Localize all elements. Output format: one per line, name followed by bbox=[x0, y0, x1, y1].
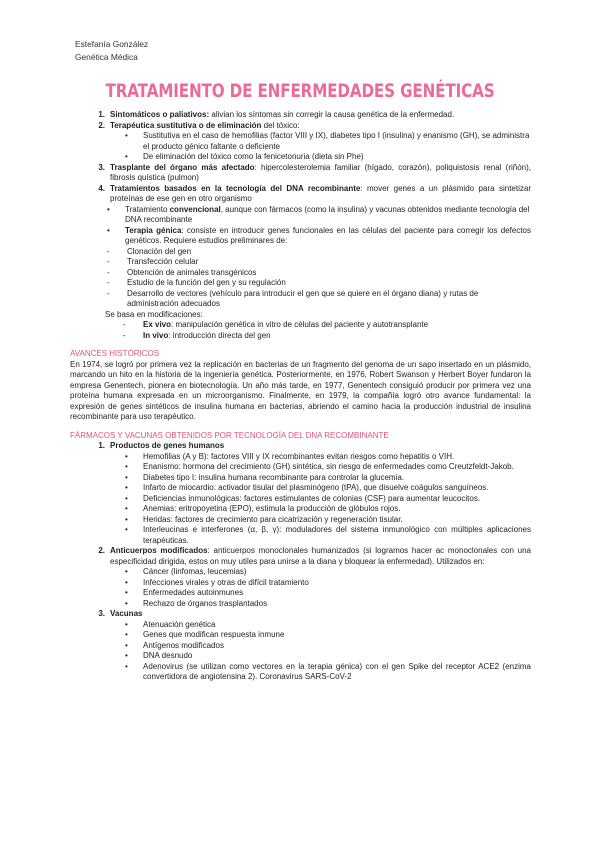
bullet-item bbox=[125, 473, 531, 484]
dash-text: Desarrollo de vectores (vehículo para introducir el gen que se quiere en el órgano diana) y rutas de administración adecuados bbox=[127, 288, 479, 308]
subject-name: Genética Médica bbox=[75, 51, 138, 62]
dash-text: Transfección celular bbox=[127, 257, 199, 266]
bullet-term: convencional bbox=[169, 204, 221, 214]
list-number: 1. bbox=[98, 110, 105, 119]
bullet-item bbox=[107, 205, 531, 226]
list-item bbox=[71, 163, 531, 184]
dash-item bbox=[107, 268, 531, 279]
bullet-item bbox=[125, 494, 531, 505]
dash-term: Ex vivo bbox=[143, 320, 172, 329]
bullet-icon: • bbox=[107, 225, 110, 235]
bullet-icon: • bbox=[125, 514, 128, 524]
bullet-item bbox=[125, 152, 531, 163]
item-term: Tratamientos basados en la tecnología del DNA recombinante bbox=[110, 183, 361, 193]
list-item bbox=[71, 110, 531, 121]
bullet-item bbox=[125, 588, 531, 599]
bullet-text: Deficiencias inmunológicas: factores estimulantes de colonias (CSF) para aumentar leucocitos. bbox=[143, 493, 481, 503]
bullet-text: Tratamiento bbox=[125, 204, 170, 214]
bullet-icon: • bbox=[125, 661, 128, 671]
bullet-term: Terapia génica bbox=[125, 225, 182, 235]
modifications-intro: Se basa en modificaciones: bbox=[105, 309, 203, 319]
dash-item bbox=[107, 278, 531, 289]
bullet-text: Genes que modifican respuesta inmune bbox=[143, 630, 285, 639]
dash-icon: - bbox=[107, 257, 110, 266]
dash-icon: - bbox=[107, 267, 110, 277]
dash-icon: - bbox=[123, 320, 126, 329]
bullet-item bbox=[125, 662, 531, 683]
bullet-item bbox=[125, 462, 531, 473]
bullet-icon: • bbox=[125, 598, 128, 608]
item-text: del tóxico: bbox=[261, 120, 300, 130]
bullet-item bbox=[125, 131, 531, 152]
bullet-icon: • bbox=[125, 577, 128, 587]
item-term: Trasplante del órgano más afectado bbox=[110, 162, 255, 172]
bullet-item bbox=[107, 226, 531, 247]
bullet-text: Adenovirus (se utilizan como vectores en la terapia génica) con el gen Spike del receptor ACE2 (enzima convertidora de angiotensina 2). Coronavirus SARS-CoV-2 bbox=[143, 661, 531, 681]
list-item bbox=[71, 546, 531, 567]
bullet-icon: • bbox=[125, 525, 128, 534]
dash-item bbox=[107, 257, 531, 268]
list-number: 1. bbox=[98, 441, 105, 450]
item-term: Terapéutica sustitutiva o de eliminación bbox=[110, 120, 262, 130]
list-number: 2. bbox=[98, 120, 105, 130]
bullet-item bbox=[125, 515, 531, 526]
item-text: : mover genes a un plásmido para sintetizar proteínas de ese gen en otro organismo bbox=[110, 183, 531, 203]
bullet-item bbox=[125, 525, 531, 546]
bullet-icon: • bbox=[125, 451, 128, 461]
bullet-text: Infarto de miocardio: activador tisular del plasminógeno (tPA), que disuelve coágulos sanguíneos. bbox=[143, 483, 489, 492]
bullet-item bbox=[125, 641, 531, 652]
bullet-text: , aunque con fármacos (como la insulina) y vacunas obtenidos mediante tecnología del DNA recombinante bbox=[125, 204, 530, 224]
dash-item bbox=[123, 331, 531, 342]
bullet-text: DNA desnudo bbox=[143, 651, 193, 660]
bullet-text: Sustitutiva en el caso de hemofilias (factor VIII y IX), diabetes tipo I (insulina) y enanismo (GH), se administra el producto génico faltante o deficiente bbox=[143, 131, 530, 151]
dash-text: Clonación del gen bbox=[127, 246, 192, 256]
section-heading: FÁRMACOS Y VACUNAS OBTENIDOS POR TECNOLOGÍA DEL DNA RECOMBINANTE bbox=[70, 430, 389, 440]
bullet-item bbox=[125, 630, 531, 641]
dash-icon: - bbox=[123, 330, 126, 340]
bullet-icon: • bbox=[125, 152, 128, 161]
bullet-icon: • bbox=[125, 588, 128, 597]
bullet-text: : consiste en introducir genes funcionales en las células del paciente para corregir los defectos genéticos. Requiere estudios preliminares de: bbox=[125, 225, 531, 245]
bullet-icon: • bbox=[125, 640, 128, 650]
list-item bbox=[71, 121, 531, 132]
list-number: 2. bbox=[98, 546, 105, 555]
section-paragraph: En 1974, se logró por primera vez la replicación en bacterias de un fragmento del genoma de un sapo insertado en un plásmido, marcando un hito en la historia de la ingeniería genética. Posteriormente, en 1976, Robert Swanson y Herbert Boyer fundaron la empresa Genentech, pionera en biotecnología. Un año más tarde, en 1977, Genentech consiguió producir por primera vez una proteína humana expresada en un microorganismo. Finalmente, en 1979, la compañía logró otro avance fundamental: la expresión de genes sintéticos de insulina humana en bacterias, abriendo el camino hacia la producción industrial de insulina recombinante para uso terapéutico. bbox=[70, 359, 531, 421]
bullet-text: Cáncer (linfomas, leucemias) bbox=[143, 567, 247, 576]
item-text: : hipercolesterolemia familiar (hígado, corazón), poliquistosis renal (riñón), fibrosis quística (pulmon) bbox=[110, 162, 531, 182]
bullet-text: Enfermedades autoinmunes bbox=[143, 588, 244, 597]
bullet-item bbox=[125, 504, 531, 515]
bullet-icon: • bbox=[125, 567, 128, 576]
bullet-icon: • bbox=[125, 504, 128, 513]
bullet-icon: • bbox=[125, 472, 128, 482]
bullet-icon: • bbox=[125, 462, 128, 471]
list-item bbox=[71, 184, 531, 205]
bullet-item bbox=[125, 599, 531, 610]
bullet-icon: • bbox=[125, 493, 128, 503]
dash-text: : introducción directa del gen bbox=[168, 330, 271, 340]
bullet-item bbox=[125, 483, 531, 494]
bullet-item bbox=[125, 651, 531, 662]
author-block bbox=[75, 38, 148, 63]
bullet-icon: • bbox=[125, 651, 128, 660]
dash-term: In vivo bbox=[143, 330, 169, 340]
page-title: TRATAMIENTO DE ENFERMEDADES GENÉTICAS bbox=[105, 80, 495, 102]
dash-item bbox=[107, 247, 531, 258]
section-heading: AVANCES HISTÓRICOS bbox=[70, 349, 160, 358]
item-text: alivian los síntomas sin corregir la causa genética de la enfermedad. bbox=[209, 110, 455, 119]
bullet-text: Rechazo de órganos trasplantados bbox=[143, 598, 268, 608]
item-text: : anticuerpos monoclonales humanizados (si logramos hacer ac monoclonales con una especificidad dirigida, estos on muy utiles para unirse a la diana y bloquear la enfermedad). Utilizados en: bbox=[110, 546, 532, 566]
list-item bbox=[71, 441, 531, 452]
item-term: Vacunas bbox=[110, 609, 143, 618]
bullet-text: Enanismo: hormona del crecimiento (GH) sintética, sin riesgo de enfermedades como Creutzfeldt-Jakob. bbox=[143, 462, 514, 471]
bullet-item bbox=[125, 620, 531, 631]
dash-icon: - bbox=[107, 288, 110, 298]
dash-item bbox=[123, 320, 531, 331]
bullet-text: Interleucinas e interferones (α, β, γ): moduladores del sistema inmunológico con múltiples aplicaciones terapéuticas. bbox=[143, 525, 531, 545]
author-name: Estefanía González bbox=[75, 39, 149, 49]
bullet-text: Hemofilias (A y B): factores VIII y IX recombinantes evitan riesgos como hepatitis o VIH. bbox=[143, 451, 455, 461]
document-body bbox=[71, 110, 531, 683]
bullet-item bbox=[125, 452, 531, 463]
bullet-text: De eliminación del tóxico como la fenicetonuria (dieta sin Phe) bbox=[143, 152, 364, 161]
bullet-icon: • bbox=[125, 630, 128, 639]
list-number: 3. bbox=[98, 162, 105, 172]
list-number: 3. bbox=[98, 609, 105, 618]
bullet-icon: • bbox=[125, 483, 128, 492]
item-term: Sintomáticos o paliativos: bbox=[110, 110, 210, 119]
dash-text: : manipulación genética in vitro de células del paciente y autotransplante bbox=[171, 320, 429, 329]
bullet-text: Atenuación genética bbox=[143, 619, 216, 629]
dash-text: Obtención de animales transgénicos bbox=[127, 267, 257, 277]
bullet-text: Diabetes tipo I: insulina humana recombinante para controlar la glucemia. bbox=[143, 472, 405, 482]
item-term: Productos de genes humanos bbox=[110, 441, 225, 450]
bullet-item bbox=[125, 578, 531, 589]
bullet-icon: • bbox=[125, 131, 128, 140]
bullet-text: Anemias: eritropoyetina (EPO), estimula la producción de glóbulos rojos. bbox=[143, 504, 401, 513]
bullet-text: Antígenos modificados bbox=[143, 640, 224, 650]
list-item bbox=[71, 609, 531, 620]
dash-icon: - bbox=[107, 278, 110, 287]
bullet-text: Heridas: factores de crecimiento para cicatrización y regeneración tisular. bbox=[143, 514, 403, 524]
item-term: Anticuerpos modificados bbox=[110, 546, 208, 555]
bullet-icon: • bbox=[125, 619, 128, 629]
dash-item bbox=[107, 289, 531, 310]
bullet-icon: • bbox=[107, 204, 110, 214]
dash-text: Estudio de la función del gen y su regulación bbox=[127, 278, 286, 287]
list-number: 4. bbox=[98, 183, 105, 193]
bullet-text: Infecciones virales y otras de difícil tratamiento bbox=[143, 577, 309, 587]
dash-icon: - bbox=[107, 246, 110, 256]
bullet-item bbox=[125, 567, 531, 578]
